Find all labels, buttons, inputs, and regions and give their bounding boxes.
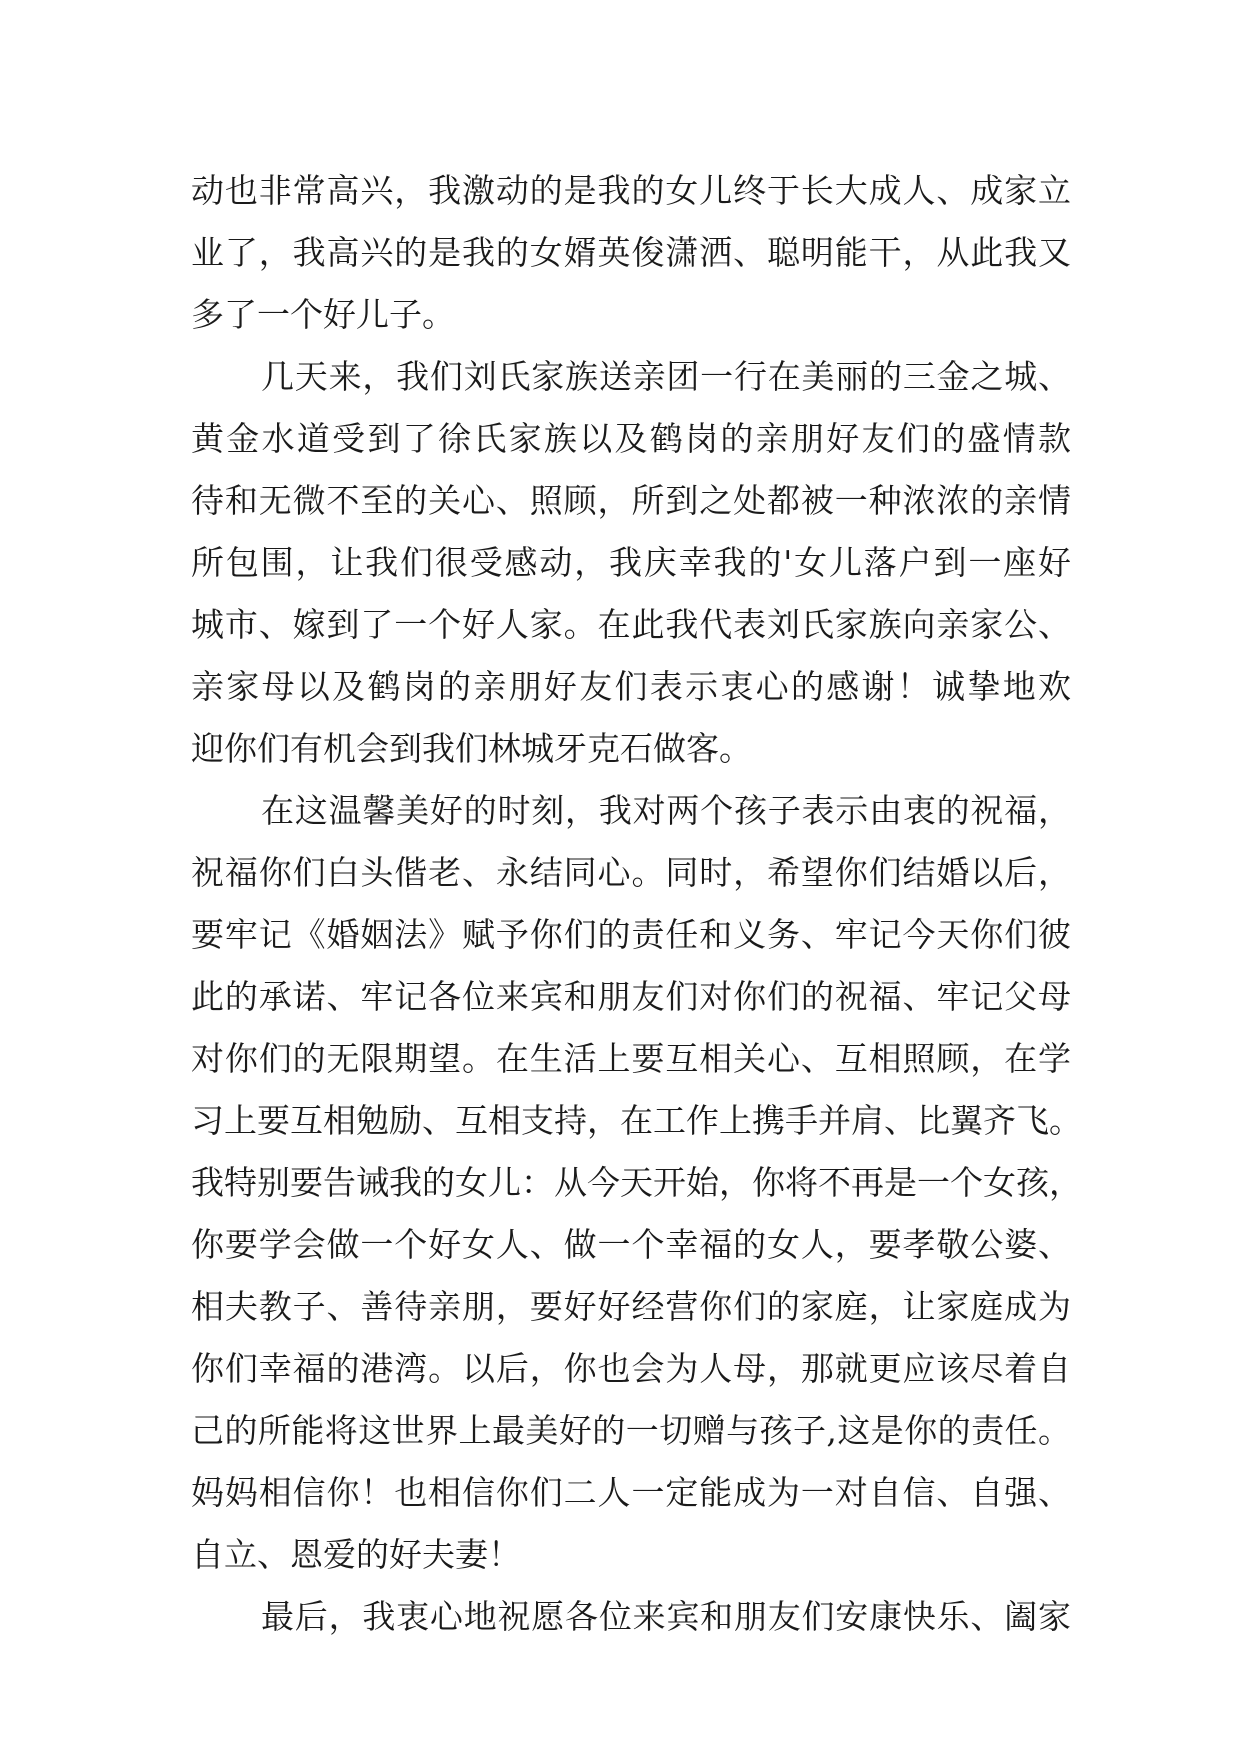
- text-line: 最后，我衷心地祝愿各位来宾和朋友们安康快乐、阖家: [261, 1597, 1071, 1636]
- text-line: 你们幸福的港湾。以后，你也会为人母，那就更应该尽着自: [191, 1349, 1071, 1388]
- text-line: 在这温馨美好的时刻，我对两个孩子表示由衷的祝福，: [261, 791, 1071, 830]
- text-line: 亲家母以及鹤岗的亲朋好友们表示衷心的感谢！诚挚地欢: [191, 667, 1071, 706]
- text-line: 对你们的无限期望。在生活上要互相关心、互相照顾，在学: [191, 1039, 1071, 1078]
- text-line: 所包围，让我们很受感动，我庆幸我的'女儿落户到一座好: [191, 543, 1071, 582]
- text-line: 迎你们有机会到我们林城牙克石做客。: [191, 729, 752, 768]
- document-body: [191, 160, 1082, 1648]
- text-line: 动也非常高兴，我激动的是我的女儿终于长大成人、成家立: [191, 171, 1071, 210]
- text-line: 己的所能将这世界上最美好的一切赠与孩子,这是你的责任。: [191, 1411, 1071, 1450]
- text-line: 祝福你们白头偕老、永结同心。同时，希望你们结婚以后，: [191, 853, 1071, 892]
- text-line: 你要学会做一个好女人、做一个幸福的女人，要孝敬公婆、: [191, 1225, 1071, 1264]
- text-line: 自立、恩爱的好夫妻！: [191, 1535, 521, 1574]
- text-line: 业了，我高兴的是我的女婿英俊潇洒、聪明能干，从此我又: [191, 233, 1071, 272]
- text-line: 待和无微不至的关心、照顾，所到之处都被一种浓浓的亲情: [191, 481, 1071, 520]
- text-line: 我特别要告诫我的女儿：从今天开始，你将不再是一个女孩，: [191, 1163, 1082, 1202]
- text-line: 几天来，我们刘氏家族送亲团一行在美丽的三金之城、: [261, 357, 1071, 396]
- text-line: 城市、嫁到了一个好人家。在此我代表刘氏家族向亲家公、: [191, 605, 1071, 644]
- text-line: 多了一个好儿子。: [191, 295, 455, 334]
- text-line: 此的承诺、牢记各位来宾和朋友们对你们的祝福、牢记父母: [191, 977, 1071, 1016]
- text-line: 相夫教子、善待亲朋，要好好经营你们的家庭，让家庭成为: [191, 1287, 1071, 1326]
- text-line: 习上要互相勉励、互相支持，在工作上携手并肩、比翼齐飞。: [191, 1101, 1082, 1140]
- text-line: 黄金水道受到了徐氏家族以及鹤岗的亲朋好友们的盛情款: [191, 419, 1071, 458]
- text-line: 要牢记《婚姻法》赋予你们的责任和义务、牢记今天你们彼: [191, 915, 1071, 954]
- text-line: 妈妈相信你！也相信你们二人一定能成为一对自信、自强、: [191, 1473, 1071, 1512]
